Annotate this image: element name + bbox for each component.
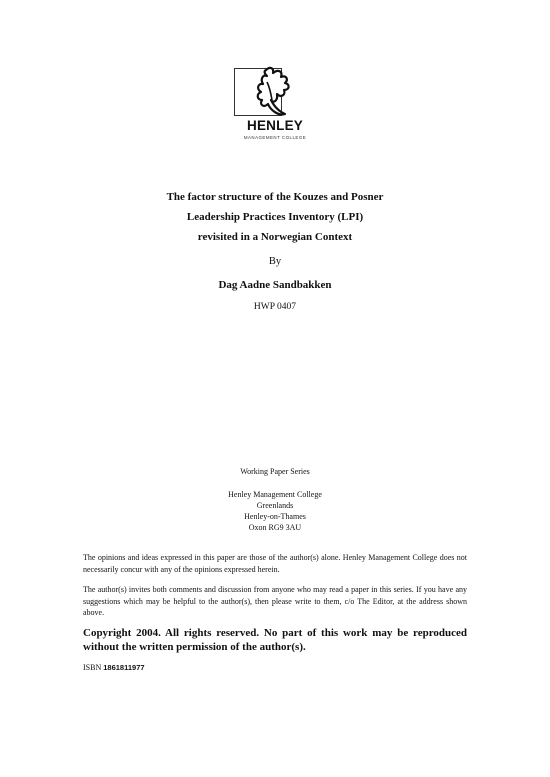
isbn-line bbox=[83, 663, 145, 673]
copyright-notice: Copyright 2004. All rights reserved. No part of this work may be reproduced without the written permission of the author(s). bbox=[83, 627, 467, 653]
address-line-3: Henley-on-Thames bbox=[244, 512, 306, 521]
address-line-4: Oxon RG9 3AU bbox=[248, 523, 302, 532]
by-label: By bbox=[268, 256, 282, 267]
isbn-number: 1861811977 bbox=[103, 663, 145, 672]
paper-number: HWP 0407 bbox=[253, 302, 297, 312]
paper-title-line-3: revisited in a Norwegian Context bbox=[197, 231, 353, 243]
isbn-label: ISBN bbox=[83, 663, 102, 672]
logo-name: HENLEY bbox=[247, 118, 303, 133]
series-title: Working Paper Series bbox=[240, 467, 310, 476]
henley-logo bbox=[234, 68, 316, 146]
leaf-mark-icon bbox=[252, 64, 308, 124]
invitation-paragraph: The author(s) invites both comments and discussion from anyone who may read a paper in this series. If you have any suggestions which may be helpful to the author(s), then please write to them, c/o The Editor, at the address shown above. bbox=[83, 585, 467, 617]
logo-subtitle: MANAGEMENT COLLEGE bbox=[243, 135, 307, 140]
paper-title-line-2: Leadership Practices Inventory (LPI) bbox=[186, 211, 364, 223]
disclaimer-paragraph: The opinions and ideas expressed in this paper are those of the author(s) alone. Henley Management College does not necessarily concur with any of the opinions expressed herein. bbox=[83, 553, 467, 574]
address-line-2: Greenlands bbox=[256, 501, 294, 510]
author-name: Dag Aadne Sandbakken bbox=[218, 279, 332, 291]
address-line-1: Henley Management College bbox=[228, 490, 322, 499]
paper-title-line-1: The factor structure of the Kouzes and Posner bbox=[166, 191, 384, 203]
